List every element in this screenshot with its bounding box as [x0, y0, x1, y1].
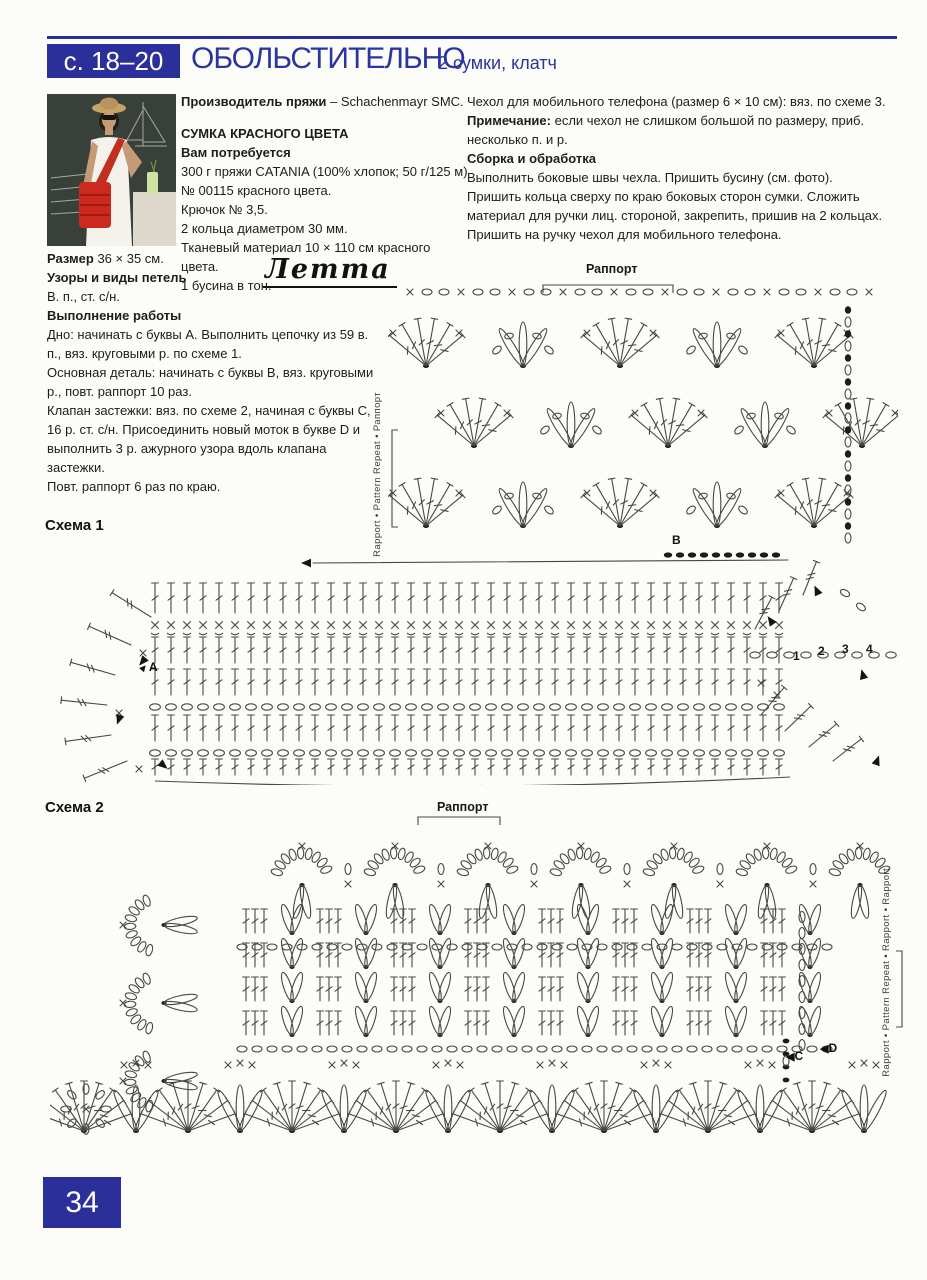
article-title: ОБОЛЬСТИТЕЛЬНО: [191, 42, 465, 75]
row-number-2: 2: [818, 644, 825, 658]
arrow-left-icon: ◀: [820, 1043, 829, 1055]
work-line: Дно: начинать с буквы А. Выполнить цепочку из 59 в. п., вяз. круговыми р. по схеме 1.: [47, 327, 369, 361]
row-number-1: 1: [793, 649, 800, 663]
materials-line: № 00115 красного цвета.: [181, 183, 332, 198]
drink-glass: [147, 172, 158, 194]
materials-line: 2 кольца диаметром 30 мм.: [181, 221, 348, 236]
page-number-badge: [43, 1177, 121, 1228]
marker-b: [672, 533, 681, 547]
crochet-chart-1: [55, 533, 905, 785]
assembly-line: Пришить кольца сверху по краю боковых сторон сумки. Сложить материал для ручки лиц. стороной, закрепить, пришив на 2 кольцах. Пришить на ручку чехол для мобильного телефона.: [467, 189, 883, 242]
assembly-heading: Сборка и обработка: [467, 151, 596, 166]
arrow-icon: ▲: [135, 659, 152, 677]
size-value: 36 × 35 см.: [93, 251, 164, 266]
note-text: если чехол не слишком большой по размеру, приб. несколько п. и р.: [467, 113, 865, 147]
page-ref: с. 18–20: [63, 45, 164, 76]
work-line: Основная деталь: начинать с буквы В, вяз. круговыми р., повт. раппорт 10 раз.: [47, 365, 374, 399]
producer-value: – Schachenmayr SMC.: [326, 94, 464, 109]
watermark: Летта: [263, 254, 397, 288]
row-number-3: 3: [842, 642, 849, 656]
materials-line: Крючок № 3,5.: [181, 202, 268, 217]
execution-heading: Выполнение работы: [47, 308, 182, 323]
note-label: Примечание:: [467, 113, 551, 128]
producer-label: Производитель пряжи: [181, 94, 327, 109]
marker-d: [820, 1041, 837, 1055]
crochet-chart-3: [388, 258, 898, 558]
assembly-line: Выполнить боковые швы чехла. Пришить бусину (см. фото).: [467, 170, 833, 185]
note-line: [467, 111, 903, 149]
marker-c-letter: C: [794, 1049, 804, 1063]
marker-c: [786, 1049, 803, 1063]
size-label: Размер: [47, 251, 94, 266]
rapport-label-top: Раппорт: [586, 262, 638, 276]
article-subtitle: 2 сумки, клатч: [438, 53, 557, 73]
rapport-label-2: Раппорт: [437, 800, 489, 814]
row-number-4: 4: [866, 642, 873, 656]
materials-line: 300 г пряжи CATANIA (100% хлопок; 50 г/125 м): [181, 164, 468, 179]
crochet-chart-2: [50, 813, 905, 1165]
sunglasses: [102, 115, 116, 120]
rapport-vertical-label-top: Rapport • Pattern Repeat • Раппорт: [372, 392, 383, 557]
need-heading: Вам потребуется: [181, 145, 291, 160]
patterns-heading: Узоры и виды петель: [47, 270, 187, 285]
marker-d-letter: D: [828, 1041, 838, 1055]
white-table: [133, 192, 176, 246]
producer-line: [181, 92, 469, 111]
patterns-line: В. п., ст. с/н.: [47, 289, 120, 304]
work-line: Повт. раппорт 6 раз по краю.: [47, 479, 221, 494]
page-number: 34: [65, 1185, 99, 1219]
model-photo: [47, 94, 176, 246]
header-rule: [47, 36, 897, 39]
arrow-left-icon: ◀: [786, 1051, 795, 1063]
page-ref-badge: [47, 44, 180, 78]
rapport-vertical-label-2: Rapport • Pattern Repeat • Rapport • Rapport: [881, 868, 892, 1077]
instructions-column: [467, 92, 903, 244]
case-line: Чехол для мобильного телефона (размер 6 × 10 см): вяз. по схеме 3.: [467, 94, 886, 109]
materials-line: 1 бусина в тон.: [181, 278, 272, 293]
schema1-label: Схема 1: [45, 517, 104, 534]
marker-a: [135, 659, 158, 677]
materials-line: Тканевый материал 10 × 110 см красного цвета.: [181, 240, 431, 274]
marker-b-letter: B: [672, 533, 681, 547]
materials-heading: СУМКА КРАСНОГО ЦВЕТА: [181, 126, 349, 141]
marker-a-letter: A: [148, 660, 158, 674]
work-line: Клапан застежки: вяз. по схеме 2, начиная с буквы С, 16 р. ст. с/н. Присоединить новый моток в букве D и выполнить 3 р. ажурного узора вдоль клапана застежки.: [47, 403, 371, 475]
schema2-label: Схема 2: [45, 799, 104, 816]
